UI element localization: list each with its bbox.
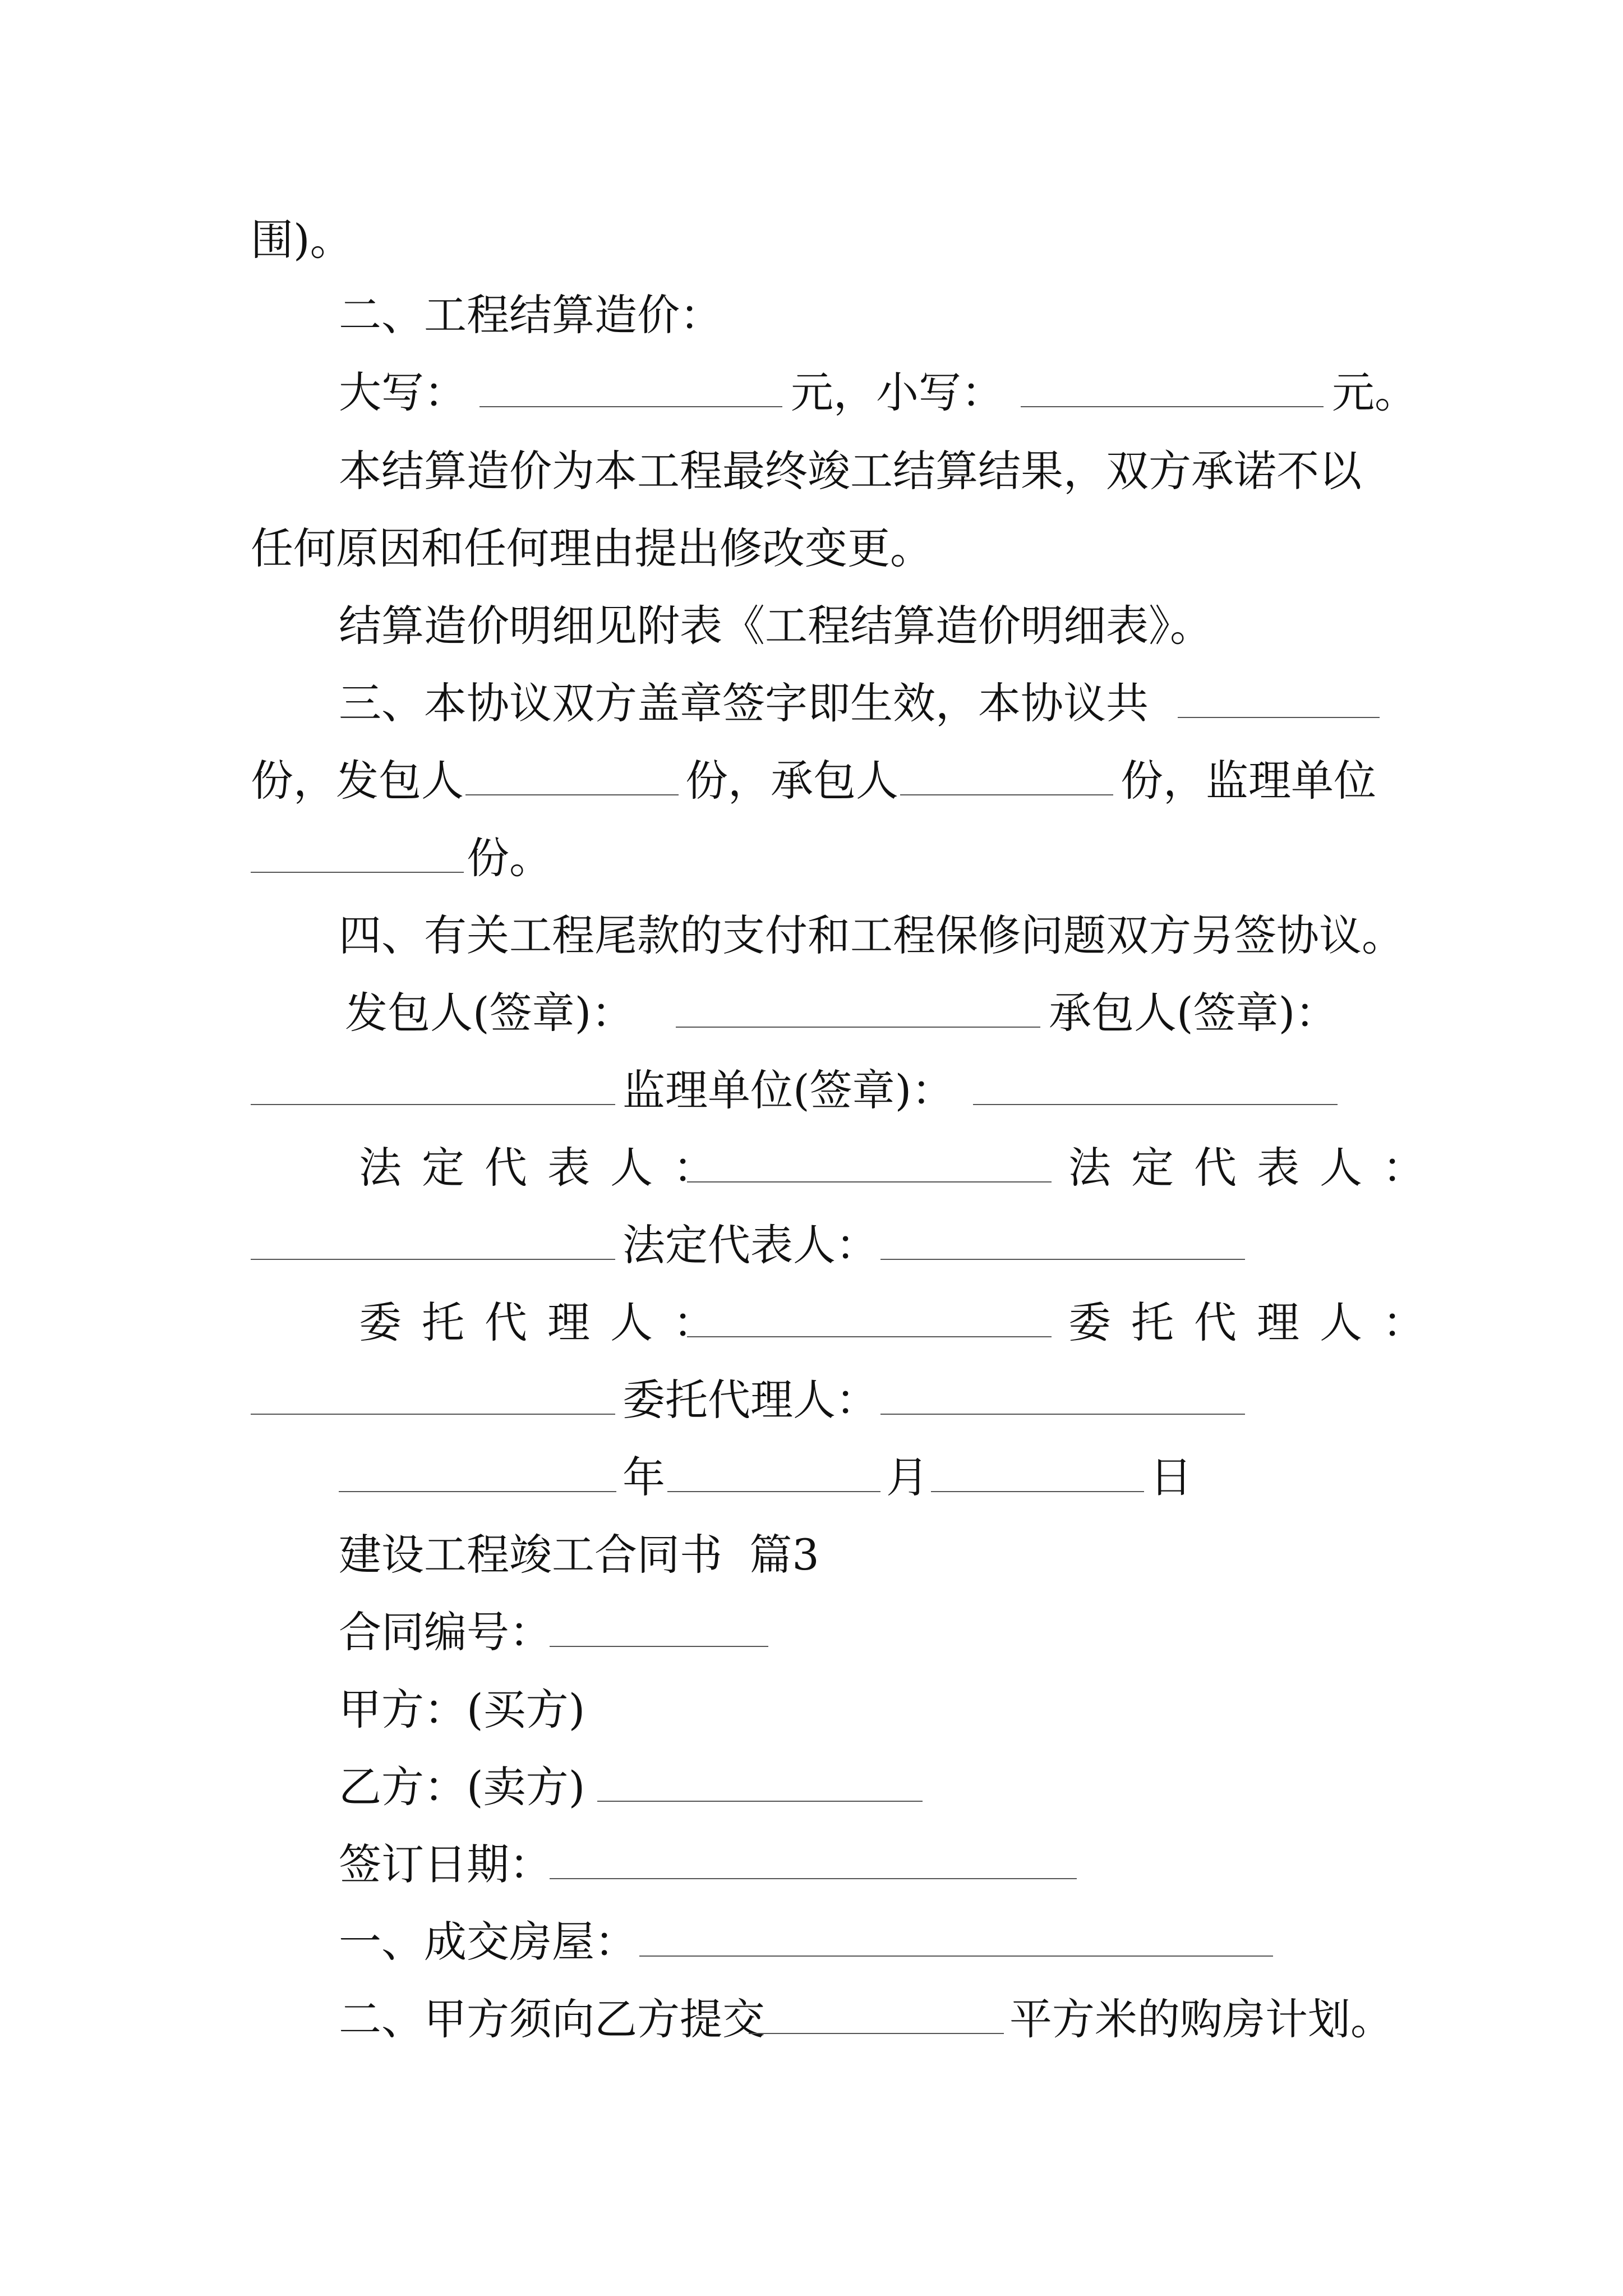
blank-employer-representative[interactable] [687,1181,1052,1182]
representative-line [0,1140,1623,1196]
blank-day[interactable] [931,1491,1144,1492]
blank-signing-date[interactable] [550,1878,1077,1879]
representative-line [0,1217,1623,1273]
blank-supervisor-agent[interactable] [880,1414,1245,1415]
label-contract-number: 合同编号： [339,1607,552,1657]
label-contractor-copies: 份，承包人 [685,756,898,806]
label-signing-date: 签订日期： [339,1839,552,1889]
paragraph-continuation [0,212,1623,268]
label-capital: 大写： [339,367,467,417]
text: 任何原因和任何理由提出修改变更。 [251,523,933,573]
blank-contractor-copies[interactable] [900,794,1113,795]
label-contractor-representative: 法定代表人： [1068,1143,1445,1193]
paragraph-line [0,521,1623,577]
text: 本结算造价为本工程最终竣工结算结果，双方承诺不以 [339,446,1362,496]
label-year: 年 [623,1452,665,1502]
label-supervisor-agent: 委托代理人： [623,1375,878,1425]
section-heading-settlement-price [0,287,1623,343]
document-section-title [0,1527,1623,1583]
text: 三、本协议双方盖章签字即生效，本协议共 [339,678,1149,728]
blank-contract-number[interactable] [550,1646,768,1647]
label-yuan: 元。 [1332,367,1417,417]
label-contractor-agent: 委托代理人： [1068,1297,1445,1347]
label-employer-seal: 发包人(签章)： [345,988,634,1038]
blank-year[interactable] [339,1491,616,1492]
text: 结算造价明细见附表《工程结算造价明细表》。 [339,601,1212,651]
blank-property[interactable] [639,1955,1273,1957]
date-line [0,1450,1623,1506]
blank-supervisor-copies[interactable] [251,872,464,873]
copies-line-2 [0,830,1623,886]
copies-line [0,753,1623,809]
blank-contractor-agent[interactable] [251,1414,615,1415]
property-line [0,1914,1623,1970]
label-property: 一、成交房屋： [339,1917,637,1967]
label-supervisor-seal: 监理单位(签章)： [623,1065,955,1115]
section-four-line [0,908,1623,964]
text: 二、工程结算造价： [339,290,722,340]
blank-supervisor-representative[interactable] [880,1259,1245,1260]
section-three-line [0,675,1623,731]
blank-contractor-representative[interactable] [251,1259,615,1260]
contract-number-line [0,1604,1623,1660]
blank-contractor-seal[interactable] [251,1104,615,1105]
agent-line [0,1372,1623,1428]
agent-line [0,1295,1623,1351]
text: 四、有关工程尾款的支付和工程保修问题双方另签协议。 [339,910,1404,960]
blank-area[interactable] [749,2033,1004,2034]
party-a-line [0,1682,1623,1738]
label-supervisor-copies: 份，监理单位 [1121,756,1376,806]
amount-line [0,365,1623,421]
paragraph-line [0,598,1623,654]
blank-party-b[interactable] [597,1801,923,1802]
party-b-line [0,1759,1623,1815]
label-contractor-seal: 承包人(签章)： [1049,988,1338,1038]
blank-month[interactable] [667,1491,880,1492]
label-party-a: 甲方：(买方) [339,1685,585,1734]
purchase-plan-line [0,1991,1623,2047]
paragraph-line [0,443,1623,499]
label-employer-agent: 委托代理人： [359,1297,736,1347]
label-small: 元，小写： [791,367,1004,417]
signature-line [0,1062,1623,1119]
blank-employer-copies[interactable] [465,794,679,795]
text: 份。 [467,833,552,883]
label-month: 月 [886,1452,929,1502]
blank-total-copies[interactable] [1178,717,1380,718]
text: 围)。 [251,215,353,265]
signature-line [0,985,1623,1041]
blank-capital-amount[interactable] [479,406,782,407]
label-square-meters: 平方米的购房计划。 [1009,1994,1393,2044]
label-employer-copies: 份，发包人 [251,756,464,806]
label-employer-representative: 法定代表人： [359,1143,736,1193]
label-party-b: 乙方：(卖方) [339,1762,585,1812]
blank-small-amount[interactable] [1021,406,1324,407]
label-supervisor-representative: 法定代表人： [623,1220,878,1270]
signing-date-line [0,1837,1623,1893]
blank-employer-seal[interactable] [676,1027,1040,1028]
text: 建设工程竣工合同书 篇3 [339,1530,819,1580]
label-day: 日 [1150,1452,1192,1502]
blank-employer-agent[interactable] [687,1336,1052,1337]
blank-supervisor-seal[interactable] [973,1104,1338,1105]
label-purchase-plan: 二、甲方须向乙方提交 [339,1994,765,2044]
